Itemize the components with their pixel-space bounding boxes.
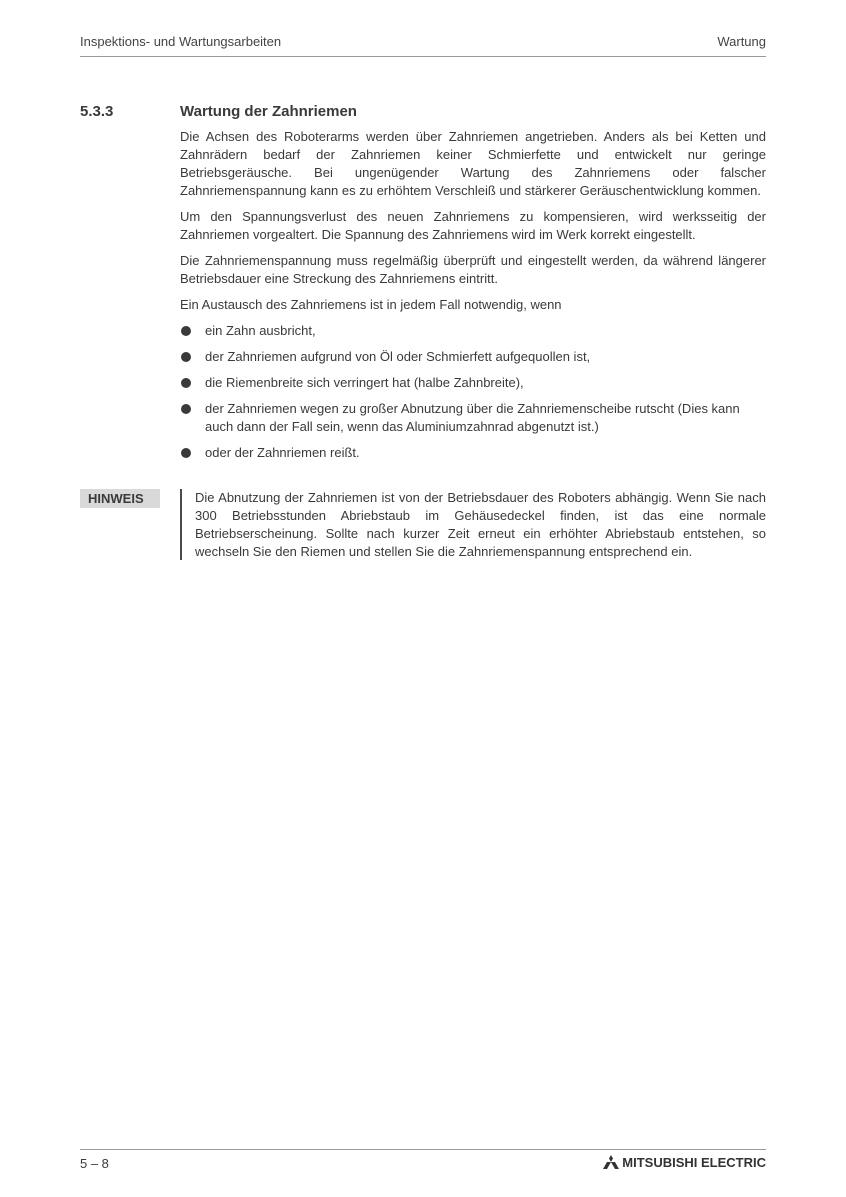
body-text	[180, 128, 766, 470]
note-label: HINWEIS	[80, 489, 160, 508]
bullet-icon	[181, 404, 191, 414]
list-item	[180, 348, 766, 366]
header-chapter: Inspektions- und Wartungsarbeiten	[80, 34, 282, 49]
list-item	[180, 322, 766, 340]
list-item	[180, 444, 766, 462]
header-divider	[80, 56, 766, 57]
page-number: 5 – 8	[80, 1156, 109, 1171]
page-header	[80, 34, 766, 56]
note-bar	[180, 489, 182, 560]
paragraph: Um den Spannungsverlust des neuen Zahnriemens zu kompensieren, wird werksseitig der Zahnriemen vorgealtert. Die Spannung des Zahnriemens wird im Werk korrekt eingestellt.	[180, 209, 766, 242]
paragraph: Ein Austausch des Zahnriemens ist in jedem Fall notwendig, wenn	[180, 297, 562, 312]
paragraph: Die Zahnriemenspannung muss regelmäßig überprüft und eingestellt werden, da während längerer Betriebsdauer eine Streckung des Zahnriemens eintritt.	[180, 253, 766, 286]
brand-name: MITSUBISHI ELECTRIC	[622, 1155, 766, 1170]
bullet-icon	[181, 352, 191, 362]
note-text: Die Abnutzung der Zahnriemen ist von der Betriebsdauer des Roboters abhängig. Wenn Sie nach 300 Betriebsstunden Abriebstaub im Gehäusedeckel finden, ist das eine normale Betriebserscheinung. Sollte nach kurzer Zeit erneut ein erhöhter Abriebstaub entstehen, so wechseln Sie den Riemen und stellen Sie die Zahnriemenspannung entsprechend ein.	[195, 490, 766, 559]
bullet-list	[180, 322, 766, 462]
list-item-text: oder der Zahnriemen reißt.	[205, 445, 360, 460]
section-number: 5.3.3	[80, 103, 114, 120]
bullet-icon	[181, 326, 191, 336]
brand-logo	[602, 1155, 766, 1170]
list-item	[180, 400, 766, 436]
list-item	[180, 374, 766, 392]
mitsubishi-three-diamonds-icon	[602, 1155, 620, 1170]
bullet-icon	[181, 378, 191, 388]
list-item-text: der Zahnriemen wegen zu großer Abnutzung über die Zahnriemenscheibe rutscht (Dies kann auch dann der Fall sein, wenn das Aluminiumzahnrad abgenutzt ist.)	[205, 401, 740, 434]
paragraph: Die Achsen des Roboterarms werden über Zahnriemen angetrieben. Anders als bei Ketten und Zahnrädern bedarf der Zahnriemen keiner Schmierfette und entwickelt nur geringe Betriebsgeräusche. Bei ungenügender Wartung des Zahnriemens oder falscher Zahnriemenspannung kann es zu erhöhtem Verschleiß und stärkerer Geräuschentwicklung kommen.	[180, 129, 766, 198]
list-item-text: der Zahnriemen aufgrund von Öl oder Schmierfett aufgequollen ist,	[205, 349, 591, 364]
bullet-icon	[181, 448, 191, 458]
footer-divider	[80, 1149, 766, 1150]
header-section: Wartung	[717, 34, 766, 49]
list-item-text: die Riemenbreite sich verringert hat (halbe Zahnbreite),	[205, 375, 524, 390]
section-title: Wartung der Zahnriemen	[180, 103, 357, 120]
list-item-text: ein Zahn ausbricht,	[205, 323, 316, 338]
